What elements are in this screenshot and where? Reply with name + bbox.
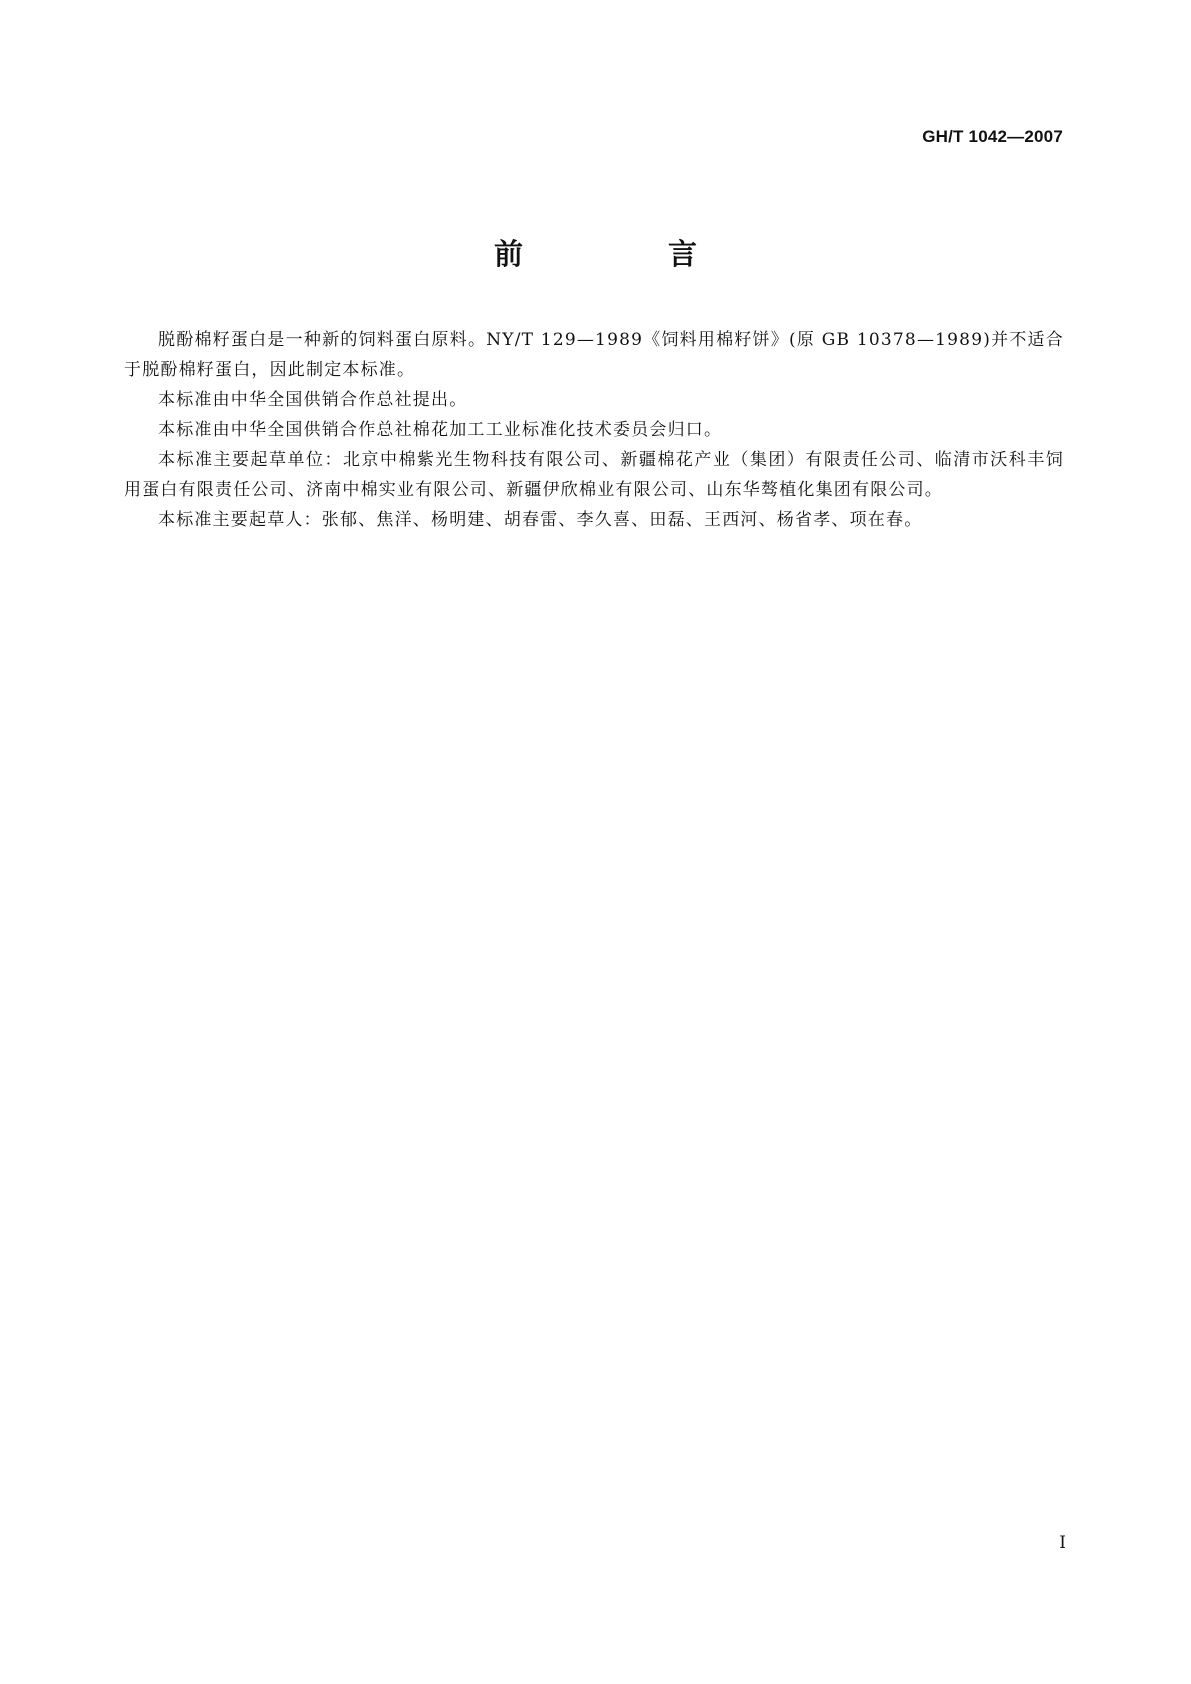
paragraph-proposer: 本标准由中华全国供销合作总社提出。 [158,390,468,410]
paragraph-intro: 脱酚棉籽蛋白是一种新的饲料蛋白原料。NY/T 129—1989《饲料用棉籽饼》(原 GB 10378—1989)并不适合于脱酚棉籽蛋白，因此制定本标准。 [124,330,1064,380]
section-title: 前 言 [493,237,755,271]
page-number: I [1059,1533,1066,1553]
paragraph-drafters: 本标准主要起草人：张郁、焦洋、杨明建、胡春雷、李久喜、田磊、王西河、杨省孝、项在春。 [158,510,923,530]
foreword-body [124,325,1064,535]
paragraph-drafting-units: 本标准主要起草单位：北京中棉紫光生物科技有限公司、新疆棉花产业（集团）有限责任公司、临清市沃科丰饲用蛋白有限责任公司、济南中棉实业有限公司、新疆伊欣棉业有限公司、山东华骜植化集团有限公司。 [124,450,1064,500]
standard-code: GH/T 1042—2007 [922,127,1063,146]
paragraph-administrator: 本标准由中华全国供销合作总社棉花加工工业标准化技术委员会归口。 [158,420,723,440]
